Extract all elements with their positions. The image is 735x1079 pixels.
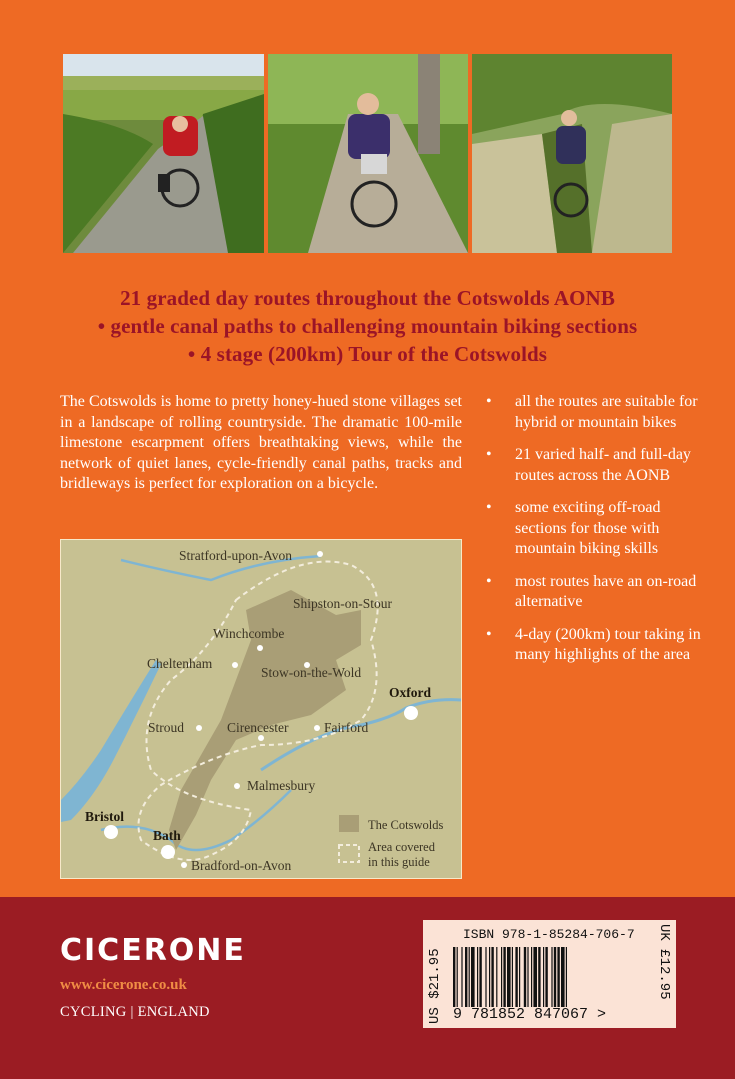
legend-cotswolds: The Cotswolds (368, 818, 444, 832)
intro-text: The Cotswolds is home to pretty honey-hued stone villages set in a landscape of rolling countryside. The dramatic 100-mile limestone escarpment offers breathtaking views, while the network of quiet lanes, cycle-friendly canal paths, tracks and bridleways is perfect for exploration on a bicycle. (60, 393, 462, 492)
town-dot (314, 725, 320, 731)
feature-list (484, 392, 714, 678)
town-dot (257, 645, 263, 651)
barcode-bar (477, 947, 478, 1007)
barcode-bar (471, 947, 475, 1007)
tagline-1: 21 graded day routes throughout the Cotswolds AONB (120, 286, 615, 310)
label-oxford: Oxford (389, 685, 431, 700)
barcode-bar (533, 947, 537, 1007)
barcode-bar (566, 947, 567, 1007)
barcode-bar (457, 947, 458, 1007)
book-category: CYCLING | ENGLAND (60, 1004, 210, 1020)
publisher-url[interactable]: www.cicerone.co.uk (60, 977, 187, 993)
legend-swatch-cotswolds (339, 815, 359, 832)
label-cirencester: Cirencester (227, 720, 289, 735)
town-dot (196, 725, 202, 731)
price-us: US $21.95 (427, 948, 443, 1024)
legend-area-line1: Area covered (368, 840, 435, 854)
town-dot (317, 551, 323, 557)
town-dot (258, 735, 264, 741)
barcode-bars (453, 947, 643, 1007)
label-stratford: Stratford-upon-Avon (179, 548, 292, 563)
barcode-bar (461, 947, 462, 1007)
label-stroud: Stroud (148, 720, 185, 735)
rider-lane-photo (63, 54, 264, 253)
town-dot (181, 862, 187, 868)
barcode-bar (531, 947, 532, 1007)
barcode-bar (512, 947, 513, 1007)
city-dot (161, 845, 175, 859)
city-dot (104, 825, 118, 839)
cotswolds-map (60, 539, 462, 879)
tagline-3: • 4 stage (200km) Tour of the Cotswolds (187, 342, 548, 366)
barcode-bar (489, 947, 490, 1007)
barcode-number: 9 781852 847067 > (453, 1006, 607, 1023)
barcode-bar (491, 947, 493, 1007)
city-dot (404, 706, 418, 720)
barcode-bar (554, 947, 556, 1007)
barcode-bar (524, 947, 526, 1007)
label-bradford: Bradford-on-Avon (191, 858, 292, 873)
rider-meadow-photo (472, 54, 672, 253)
label-shipston: Shipston-on-Stour (293, 596, 393, 611)
barcode-bar (496, 947, 497, 1007)
barcode-bar (465, 947, 467, 1007)
publisher-footer (0, 897, 735, 1079)
town-dot (232, 662, 238, 668)
feature-item: • 21 varied half- and full-day routes across the AONB (484, 445, 714, 486)
feature-item: • most routes have an on-road alternative (484, 572, 714, 613)
barcode-bar (545, 947, 547, 1007)
barcode-bar (538, 947, 540, 1007)
barcode-bar (561, 947, 565, 1007)
barcode-bar (479, 947, 481, 1007)
label-winchcombe: Winchcombe (213, 626, 285, 641)
tagline-2: • gentle canal paths to challenging mountain biking sections (97, 314, 638, 338)
publisher-logo: CICERONE (60, 933, 246, 968)
label-bath: Bath (153, 828, 181, 843)
feature-item: • some exciting off-road sections for those with mountain biking skills (484, 498, 714, 560)
feature-item: • all the routes are suitable for hybrid or mountain bikes (484, 392, 714, 433)
barcode-bar (551, 947, 552, 1007)
barcode-box (423, 920, 676, 1028)
barcode-bar (453, 947, 455, 1007)
barcode-bar (469, 947, 470, 1007)
barcode-bar (543, 947, 544, 1007)
legend-area-line2: in this guide (368, 855, 430, 869)
legend-swatch-area (339, 845, 359, 862)
barcode-bar (501, 947, 502, 1007)
price-uk: UK £12.95 (656, 924, 672, 1000)
rider-track-photo (268, 54, 468, 253)
barcode-bar (527, 947, 528, 1007)
label-stow: Stow-on-the-Wold (261, 665, 362, 680)
label-cheltenham: Cheltenham (147, 656, 213, 671)
town-dot (234, 783, 240, 789)
label-malmesbury: Malmesbury (247, 778, 316, 793)
label-fairford: Fairford (324, 720, 369, 735)
isbn-text: ISBN 978-1-85284-706-7 (463, 927, 635, 942)
barcode-bar (515, 947, 517, 1007)
barcode-bar (557, 947, 559, 1007)
barcode-bar (503, 947, 505, 1007)
label-bristol: Bristol (85, 809, 124, 824)
barcode-bar (519, 947, 520, 1007)
barcode-bar (485, 947, 486, 1007)
feature-item: • 4-day (200km) tour taking in many highlights of the area (484, 625, 714, 666)
barcode-bar (507, 947, 511, 1007)
